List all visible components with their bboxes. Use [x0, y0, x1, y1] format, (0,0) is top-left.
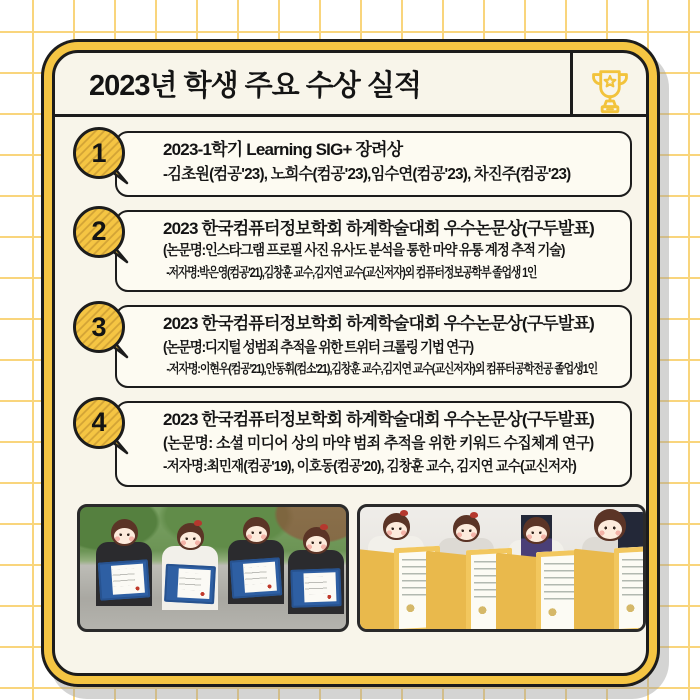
photo-indoor-certificates — [357, 504, 646, 632]
student-figure — [162, 523, 218, 610]
award-title: 2023 한국컴퓨터정보학회 하계학술대회 우수논문상(구두발표) — [163, 218, 595, 238]
award-title: 2023-1학기 Learning SIG+ 장려상 — [163, 140, 403, 159]
paper-title: (논문명:디지털 성범죄 추적을 위한 트위터 크롤링 기법 연구) — [163, 339, 473, 357]
item-4-box — [115, 401, 632, 487]
award-authors: -김초원(컴공'23), 노희수(컴공'23),임수연(컴공'23), 차진주(컴공'23) — [163, 165, 571, 183]
trophy-cell — [570, 53, 646, 114]
award-item-2 — [91, 210, 632, 293]
student-figure — [368, 513, 424, 600]
page-title: 2023년 학생 주요 수상 실적 — [89, 70, 421, 102]
item-1-number-badge — [71, 126, 131, 188]
student-figure — [438, 515, 494, 602]
title-bar — [55, 53, 646, 117]
award-item-1 — [91, 131, 632, 197]
award-authors: -저자명:박은영(컴공'21),김창훈 교수,김지연 교수(교신저자)외 컴퓨터정보공학부 졸업생 1인 — [166, 264, 537, 280]
student-figure — [508, 517, 564, 604]
item-number: 4 — [91, 407, 107, 438]
student-figure — [288, 527, 344, 614]
photo-outdoor-certificates — [77, 504, 349, 632]
paper-title: (논문명: 소셜 미디어 상의 마약 범죄 추적을 위한 키워드 수집체계 연구) — [163, 434, 594, 452]
award-item-3 — [91, 305, 632, 388]
award-authors: -저자명:최민재(컴공'19), 이호동(컴공'20), 김창훈 교수, 김지연 교수(교신저자) — [163, 458, 577, 475]
student-figure — [228, 517, 284, 604]
content-area — [55, 117, 646, 632]
item-1-box — [115, 131, 632, 197]
award-title: 2023 한국컴퓨터정보학회 하계학술대회 우수논문상(구두발표) — [163, 314, 595, 334]
award-item-4 — [91, 401, 632, 487]
item-2-number-badge — [71, 205, 131, 267]
award-card — [52, 50, 649, 676]
item-number: 1 — [91, 137, 107, 168]
item-3-box — [115, 305, 632, 388]
student-figure — [96, 519, 152, 606]
photo-row — [77, 504, 626, 632]
item-3-number-badge — [71, 300, 131, 362]
award-authors: -저자명:이현우(컴공'21),안동휘(컴소'21),김창훈 교수,김지연 교수(교신저자)외 컴퓨터공학전공 졸업생1인 — [166, 361, 598, 377]
item-4-number-badge — [71, 396, 131, 458]
item-number: 2 — [91, 216, 107, 247]
item-2-box — [115, 210, 632, 293]
award-title: 2023 한국컴퓨터정보학회 하계학술대회 우수논문상(구두발표) — [163, 409, 595, 429]
trophy-icon — [587, 66, 633, 116]
paper-title: (논문명:인스타그램 프로필 사진 유사도 분석을 통한 마약 유통 계정 추적 기술) — [163, 243, 565, 260]
item-number: 3 — [91, 311, 107, 342]
